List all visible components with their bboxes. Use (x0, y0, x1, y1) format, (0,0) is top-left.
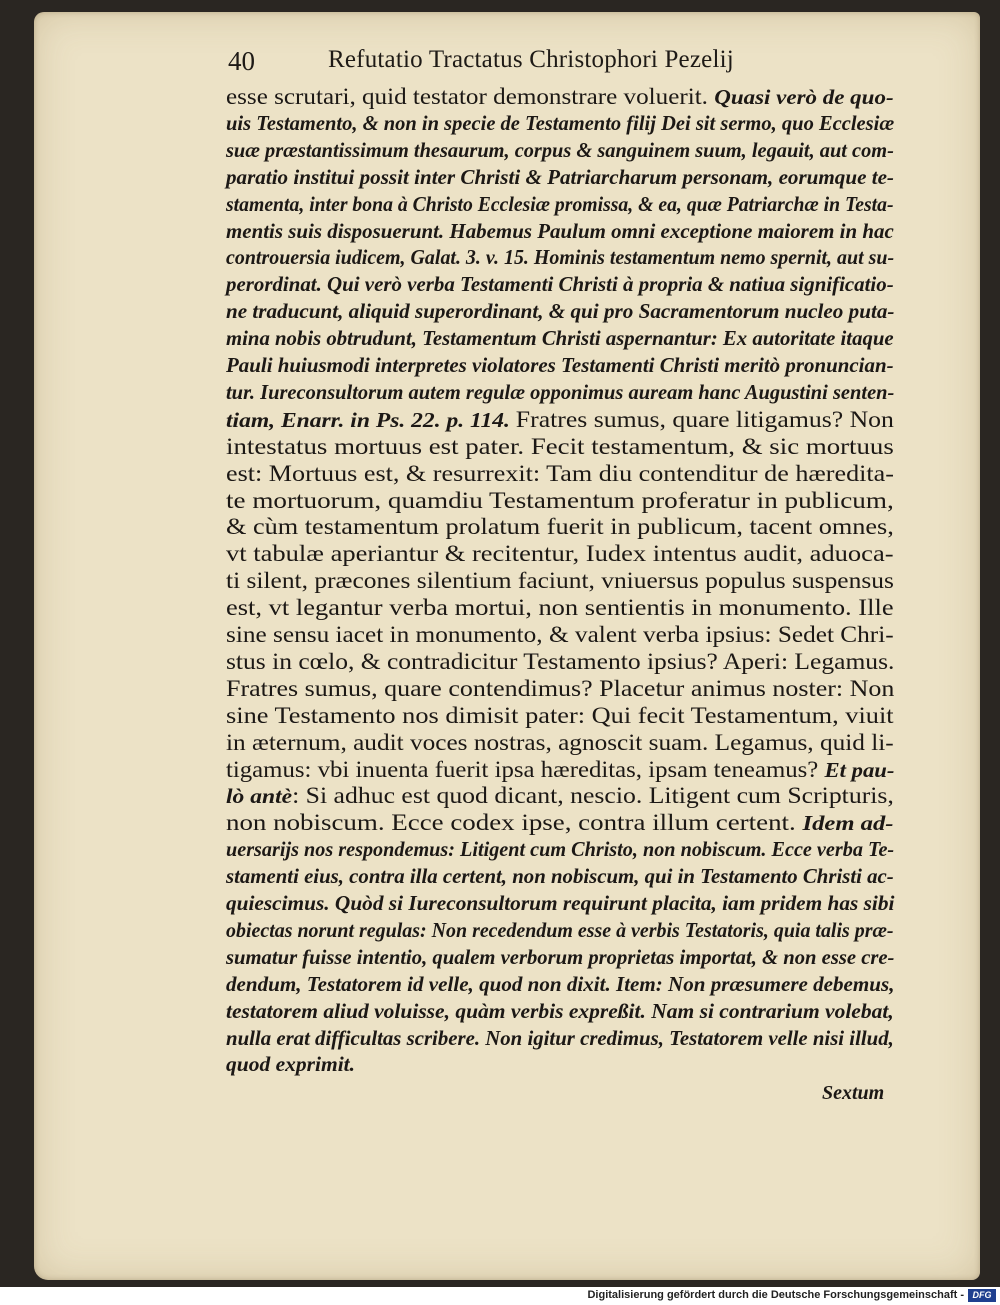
italic-segment: uis Testamento, & non in specie de Testamento filij Dei sit sermo, quo Ecclesiæ (226, 110, 895, 135)
italic-segment: controuersia iudicem, Galat. 3. v. 15. Hominis testamentum nemo spernit, aut su- (226, 245, 895, 270)
roman-segment: stus in cœlo, & contradicitur Testamento ipsius? Aperi: Legamus. (226, 648, 895, 675)
roman-segment: non nobiscum. Ecce codex ipse, contra illum certent. (226, 810, 803, 837)
text-line (226, 218, 894, 243)
text-line (226, 433, 894, 460)
text-line (226, 785, 894, 809)
page-header (228, 46, 892, 80)
text-line (226, 675, 895, 702)
text-line (226, 516, 894, 540)
italic-segment: stamenti eius, contra illa certent, non nobiscum, qui in Testamento Christi ac- (226, 864, 894, 889)
running-head: Refutatio Tractatus Christophori Pezelij (328, 46, 734, 73)
text-line (226, 944, 895, 969)
italic-segment: Et pau- (824, 757, 895, 782)
roman-segment: tigamus: vbi inuenta fuerit ipsa hæreditas, ipsam teneamus? (226, 756, 825, 783)
text-line (226, 570, 894, 594)
roman-segment: intestatus mortuus est pater. Fecit testamentum, & sic mortuus (226, 433, 894, 460)
text-line (226, 756, 895, 783)
italic-segment: testatorem aliud voluisse, quàm verbis expreßit. Nam si contrarium volebat, (226, 998, 894, 1023)
roman-segment: Fratres sumus, quare litigamus? Non (515, 406, 894, 433)
text-line (226, 164, 894, 189)
roman-segment: sine sensu iacet in monumento, & valent verba ipsius: Sedet Chri- (226, 622, 894, 648)
italic-segment: uersarijs nos respondemus: Litigent cum Christo, non nobiscum. Ecce verba Te- (226, 837, 895, 862)
italic-segment: obiectas norunt regulas: Non recedendum esse à verbis Testatoris, quia talis præ- (226, 917, 894, 942)
text-line (226, 110, 895, 135)
text-line (226, 247, 894, 269)
text-line (226, 998, 894, 1023)
text-line (226, 729, 894, 756)
text-line (226, 1025, 894, 1050)
text-line (226, 328, 894, 350)
italic-segment: lò antè (226, 784, 293, 809)
italic-segment: Idem ad- (802, 811, 894, 836)
text-line (226, 460, 894, 487)
text-line (226, 137, 894, 162)
roman-segment: esse scrutari, quid testator demonstrare voluerit. (226, 84, 715, 110)
italic-segment: dendum, Testatorem id velle, quod non dixit. Item: Non præsumere debemus, (226, 971, 895, 996)
text-line (226, 1054, 355, 1076)
text-line (226, 274, 894, 296)
footer-bar (0, 1287, 1000, 1305)
italic-segment: paratio institui possit inter Christi & Patriarcharum personam, eorumque te- (226, 164, 894, 189)
page-number: 40 (228, 46, 255, 76)
text-line (226, 624, 894, 648)
text-line (226, 301, 894, 323)
roman-segment: Fratres sumus, quare contendimus? Placetur animus noster: Non (226, 675, 895, 702)
text-line (226, 86, 894, 110)
text-line (226, 893, 894, 915)
italic-segment: Quasi verò de quo- (714, 85, 894, 109)
italic-segment: mina nobis obtrudunt, Testamentum Christi aspernantur: Ex autoritate itaque (226, 326, 894, 351)
italic-segment: tiam, Enarr. in Ps. 22. p. 114. (226, 407, 516, 432)
italic-segment: suæ præstantissimum thesaurum, corpus & sanguinem suum, legauit, aut com- (226, 137, 894, 162)
text-line (226, 839, 894, 861)
text-line (226, 406, 894, 433)
text-line (226, 379, 895, 404)
text-line (226, 597, 894, 621)
roman-segment: est: Mortuus est, & resurrexit: Tam diu contenditur de hæredita- (226, 460, 894, 487)
body-text (226, 86, 894, 1086)
italic-segment: nulla erat difficultas scribere. Non igitur credimus, Testatorem velle nisi illud, (226, 1025, 894, 1050)
roman-segment: vt tabulæ aperiantur & recitentur, Iudex intentus audit, aduoca- (226, 541, 894, 568)
text-line (226, 487, 894, 514)
italic-segment: ne traducunt, aliquid superordinant, & qui pro Sacramentorum nucleo puta- (226, 299, 895, 324)
italic-segment: stamenta, inter bona à Christo Ecclesiæ promissa, & ea, quæ Patriarchæ in Testa- (226, 191, 894, 216)
text-line (226, 648, 895, 675)
roman-segment: & cùm testamentum prolatum fuerit in publicum, tacent omnes, (226, 514, 894, 541)
text-line (226, 355, 894, 377)
text-line (226, 191, 894, 216)
roman-segment: est, vt legantur verba mortui, non sentientis in monumento. Ille (226, 595, 894, 622)
italic-segment: quiescimus. Quòd si Iureconsultorum requirunt placita, iam pridem has sibi (226, 891, 895, 915)
footer-credit: Digitalisierung gefördert durch die Deutsche Forschungsgemeinschaft - (587, 1289, 964, 1301)
text-line (226, 543, 894, 567)
text-line (226, 702, 894, 729)
catchword: Sextum (822, 1082, 885, 1104)
text-line (226, 812, 894, 836)
text-line (226, 866, 894, 888)
italic-segment: tur. Iureconsultorum autem regulæ opponimus auream hanc Augustini senten- (226, 379, 895, 404)
italic-segment: quod exprimit. (226, 1052, 356, 1077)
roman-segment: in æternum, audit voces nostras, agnoscit suam. Legamus, quid li- (226, 729, 894, 756)
text-line (226, 971, 895, 996)
dfg-logo: DFG (968, 1289, 996, 1302)
italic-segment: Pauli huiusmodi interpretes violatores Testamenti Christi meritò pronuncian- (226, 353, 894, 377)
roman-segment: te mortuorum, quamdiu Testamentum proferatur in publicum, (226, 487, 894, 514)
text-line (226, 917, 894, 942)
roman-segment: ti silent, præcones silentium faciunt, vniuersus populus suspensus (226, 568, 894, 595)
roman-segment: sine Testamento nos dimisit pater: Qui fecit Testamentum, viuit (226, 702, 894, 729)
italic-segment: perordinat. Qui verò verba Testamenti Christi à propria & natiua significatio- (226, 272, 894, 297)
roman-segment: : Si adhuc est quod dicant, nescio. Litigent cum Scripturis, (292, 783, 894, 810)
italic-segment: mentis suis disposuerunt. Habemus Paulum omni exceptione maiorem in hac (226, 218, 894, 243)
italic-segment: sumatur fuisse intentio, qualem verborum proprietas importat, & non esse cre- (226, 944, 895, 969)
